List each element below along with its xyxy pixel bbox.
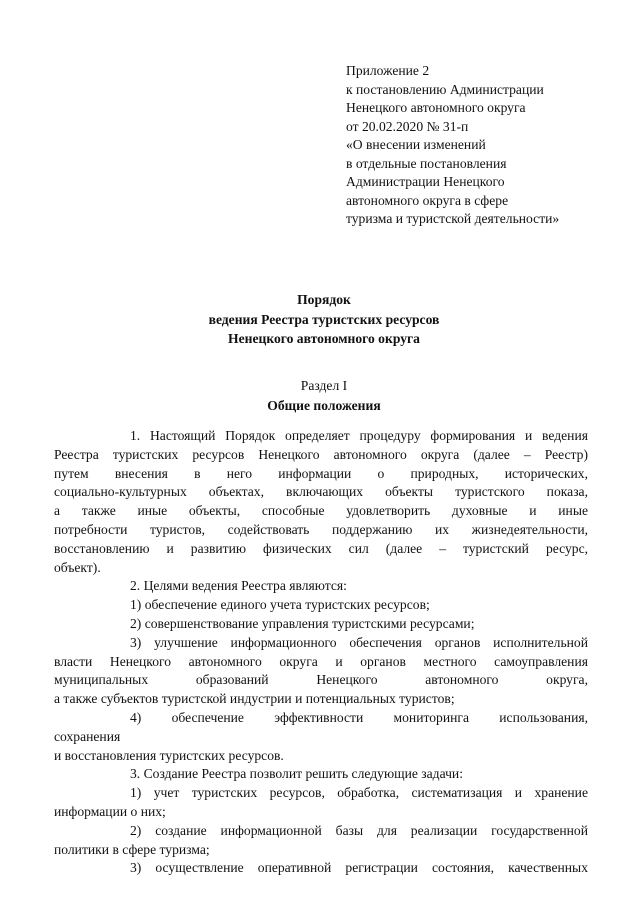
- body-line: и восстановления туристских ресурсов.: [54, 747, 284, 763]
- title-line: ведения Реестра туристских ресурсов: [208, 311, 440, 327]
- section-heading: Общие положения: [267, 397, 381, 413]
- body-line: а также субъектов туристской индустрии и потенциальных туристов;: [54, 691, 455, 707]
- appendix-header: [346, 62, 626, 229]
- section-header: [60, 376, 588, 415]
- document-body: [54, 427, 588, 878]
- appendix-line: туризма и туристской деятельности»: [346, 211, 560, 226]
- body-line: 2. Целями ведения Реестра являются:: [130, 578, 347, 594]
- body-line: власти Ненецкого автономного округа и органов местного самоуправления: [54, 653, 588, 669]
- body-line: 1) обеспечение единого учета туристских ресурсов;: [130, 597, 430, 613]
- body-line: сохранения: [54, 728, 121, 744]
- body-line: 2) совершенствование управления туристскими ресурсами;: [130, 615, 475, 631]
- body-line: 4) обеспечение эффективности мониторинга использования,: [130, 709, 588, 725]
- body-line: восстановлению и развитию физических сил (далее – туристский ресурс,: [54, 540, 588, 556]
- body-line: 3) улучшение информационного обеспечения органов исполнительной: [130, 634, 588, 650]
- appendix-line: к постановлению Администрации: [346, 81, 544, 97]
- appendix-line: в отдельные постановления: [346, 155, 507, 171]
- appendix-line: от 20.02.2020 № 31-п: [346, 118, 469, 134]
- body-line: информации о них;: [54, 803, 166, 819]
- body-line: 3. Создание Реестра позволит решить следующие задачи:: [130, 766, 463, 782]
- appendix-line: «О внесении изменений: [346, 137, 486, 152]
- appendix-line: Приложение 2: [346, 63, 430, 78]
- appendix-line: Администрации Ненецкого: [346, 174, 505, 189]
- body-line: потребности туристов, содействовать поддержанию их жизнедеятельности,: [54, 521, 588, 537]
- body-line: социально-культурных объектах, включающих объекты туристского показа,: [54, 484, 588, 500]
- title-line: Порядок: [297, 292, 351, 307]
- body-line: 1) учет туристских ресурсов, обработка, систематизация и хранение: [130, 785, 588, 801]
- body-line: а также иные объекты, способные удовлетворить духовные и иные: [54, 503, 588, 519]
- body-line: объект).: [54, 559, 101, 575]
- body-line: 2) создание информационной базы для реализации государственной: [130, 822, 588, 838]
- title-line: Ненецкого автономного округа: [228, 331, 420, 346]
- body-line: муниципальных образований Ненецкого автономного округа,: [54, 672, 588, 688]
- document-title: [60, 290, 588, 349]
- appendix-line: автономного округа в сфере: [346, 192, 509, 208]
- appendix-line: Ненецкого автономного округа: [346, 100, 526, 115]
- section-number: Раздел I: [300, 378, 348, 393]
- body-line: политики в сфере туризма;: [54, 841, 210, 857]
- body-line: путем внесения в него информации о природных, исторических,: [54, 465, 588, 481]
- body-line: 3) осуществление оперативной регистрации состояния, качественных: [130, 860, 588, 876]
- body-line: 1. Настоящий Порядок определяет процедуру формирования и ведения: [130, 428, 588, 443]
- body-line: Реестра туристских ресурсов Ненецкого автономного округа (далее – Реестр): [54, 446, 588, 462]
